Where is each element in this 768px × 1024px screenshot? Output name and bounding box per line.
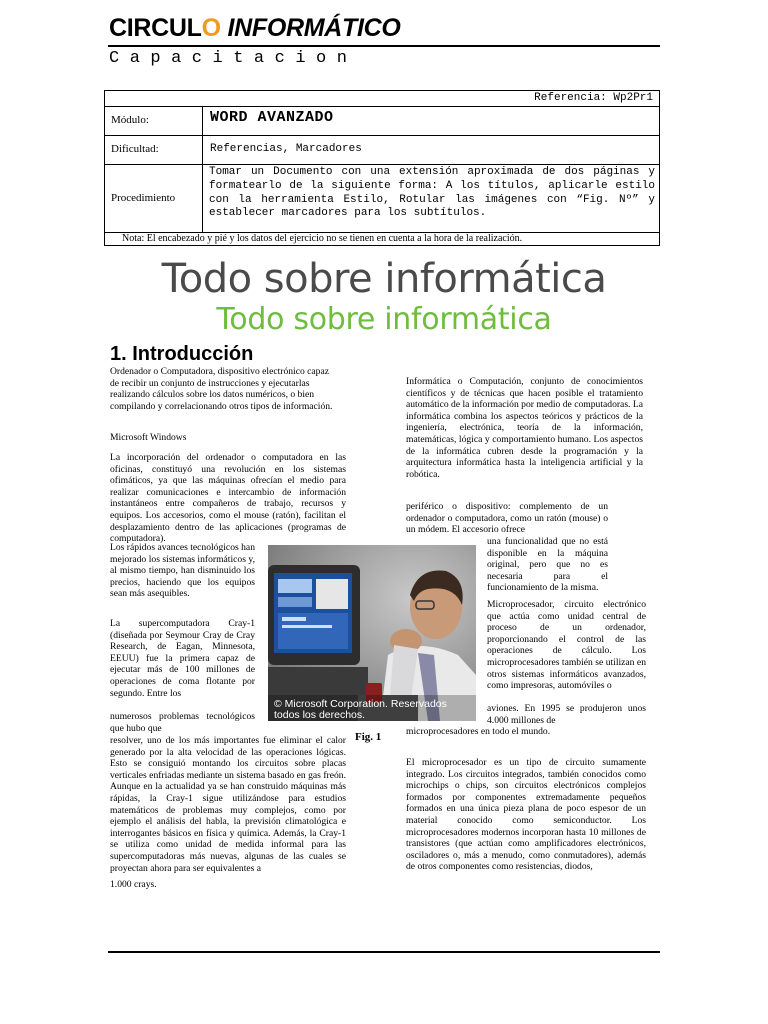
section-heading: 1. Introducción bbox=[110, 343, 254, 365]
paragraph-aviones: aviones. En 1995 se produjeron unos 4.000 millones de bbox=[487, 703, 646, 726]
paragraph-cray-end: 1.000 crays. bbox=[110, 879, 157, 890]
office-worker-photo bbox=[268, 545, 476, 721]
figure-photo bbox=[268, 545, 476, 721]
exercise-info-table bbox=[104, 90, 660, 246]
paragraph-cray-cooling: resolver, uno de los más importantes fue eliminar el calor generado por la alta velocidad de las operaciones lógicas. Esto se consiguió montando los circuitos sobre placas verticales enfriadas mediante un sistema basado en gas freón. Aunque en la actualidad ya se han construido máquinas más rápidas, la Cray-1 sigue utilizándose para estudios matemáticos de problemas muy complejos, como por ejemplo el análisis del habla, la previsión climatológica e interrogantes básicos en física y química. Además, la Cray-1 se utiliza como unidad de medida informal para las supercomputadoras más nuevas, algunas de las cuales se proyectan ahora para ser equivalentes a bbox=[110, 735, 346, 874]
dificultad-label: Dificultad: bbox=[111, 143, 159, 155]
paragraph-periferico-cont: una funcionalidad que no está disponible en la máquina original, pero que no es necesaria para el funcionamiento de la misma. bbox=[487, 536, 608, 594]
paragraph-microprocesadores-mundo: microprocesadores en todo el mundo. bbox=[406, 726, 551, 737]
paragraph-informatica: Informática o Computación, conjunto de conocimientos científicos y de técnicas que hacen posible el tratamiento automático de la información por medio de computadoras. La informática combina los aspectos teóricos y prácticos de la ingeniería, electrónica, teoría de la información, matemáticas, lógica y comportamiento humano. Los aspectos de la informática cubren desde la programación y la arquitectura informática hasta la inteligencia artificial y la robótica. bbox=[406, 376, 643, 480]
figure-copyright-line1: © Microsoft Corporation. Reservados bbox=[274, 698, 447, 710]
brand-title: CIRCULO INFORMÁTICO bbox=[109, 14, 401, 42]
paragraph-circuito-integrado: El microprocesador es un tipo de circuito sumamente integrado. Los circuitos integrados, también conocidos como microchips o chips, son circuitos electrónicos complejos formados por componentes extremadamente pequeños formados en una única pieza plana de poco espesor de un material conocido como semiconductor. Los microprocesadores modernos incorporan hasta 10 millones de transistores (que actúan como amplificadores electrónicos, osciladores o, más a menudo, como conmutadores), además de otros componentes como resistencias, diodos, bbox=[406, 757, 646, 873]
paragraph-microsoft-windows: Microsoft Windows bbox=[110, 432, 187, 443]
figure-caption: Fig. 1 bbox=[355, 731, 382, 743]
reference-row bbox=[105, 91, 659, 107]
paragraph-microprocesador: Microprocesador, circuito electrónico que actúa como unidad central de proceso de un ordenador, proporcionando el control de las operaciones de cálculo. Los microprocesadores también se utilizan en otros sistemas informáticos avanzados, como impresoras, automóviles o bbox=[487, 599, 646, 692]
modulo-label: Módulo: bbox=[111, 114, 149, 126]
procedimiento-label: Procedimiento bbox=[111, 192, 176, 204]
paragraph-periferico: periférico o dispositivo: complemento de un ordenador o computadora, como un ratón (mouse) o un módem. El accesorio ofrece bbox=[406, 501, 608, 536]
table-column-divider bbox=[202, 107, 203, 233]
paragraph-cray-1: La supercomputadora Cray-1 (diseñada por Seymour Cray de Cray Research, de Eagan, Minnesota, EEUU) fue la primera capaz de ejecutar más de 100 millones de operaciones de coma flotante por segundo. Entre los bbox=[110, 618, 255, 699]
wordart-title-gray: Todo sobre informática bbox=[161, 256, 607, 302]
dificultad-value: Referencias, Marcadores bbox=[210, 143, 362, 155]
paragraph-cray-problems: numerosos problemas tecnológicos que hubo que bbox=[110, 711, 255, 734]
paragraph-computer-definition: Ordenador o Computadora, dispositivo electrónico capaz de recibir un conjunto de instrucciones y ejecutarlas realizando cálculos sobre los datos numéricos, o bien compilando y correlacionando otros tipos de información. bbox=[110, 366, 333, 412]
paragraph-office-revolution: La incorporación del ordenador o computadora en las oficinas, constituyó una revolución en los sistemas ofimáticos, ya que las máquinas ofrecían el medio para realizar comunicaciones e intercambio de información instantáneos entre compañeros de trabajo, recursos y equipos. Los accesorios, como el mouse (ratón), facilitan el desplazamiento dentro de las aplicaciones (programas de computadora). bbox=[110, 452, 346, 545]
reference-value: Referencia: Wp2Pr1 bbox=[534, 92, 653, 104]
modulo-row bbox=[105, 107, 659, 136]
header-rule bbox=[108, 45, 660, 47]
paragraph-tech-advances: Los rápidos avances tecnológicos han mejorado los sistemas informáticos y, al mismo tiempo, han disminuido los precios, haciendo que los equipos sean más asequibles. bbox=[110, 542, 255, 600]
wordart-title-green: Todo sobre informática bbox=[216, 302, 552, 337]
modulo-value: WORD AVANZADO bbox=[210, 109, 334, 126]
procedimiento-value: Tomar un Documento con una extensión aproximada de dos páginas y formatearlo de la siguiente forma: A los títulos, aplicarle estilo con la herramienta Estilo, Rotular las imágenes con “Fig. Nº” y establecer marcadores para los subtítulos. bbox=[209, 166, 655, 220]
dificultad-row bbox=[105, 136, 659, 165]
brand-subtitle: Capacitacion bbox=[109, 49, 358, 68]
procedimiento-row bbox=[105, 165, 659, 233]
table-note: Nota: El encabezado y pié y los datos del ejercicio no se tienen en cuenta a la hora de la realización. bbox=[122, 233, 523, 244]
footer-rule bbox=[108, 951, 660, 953]
figure-copyright-line2: todos los derechos. bbox=[274, 709, 366, 721]
